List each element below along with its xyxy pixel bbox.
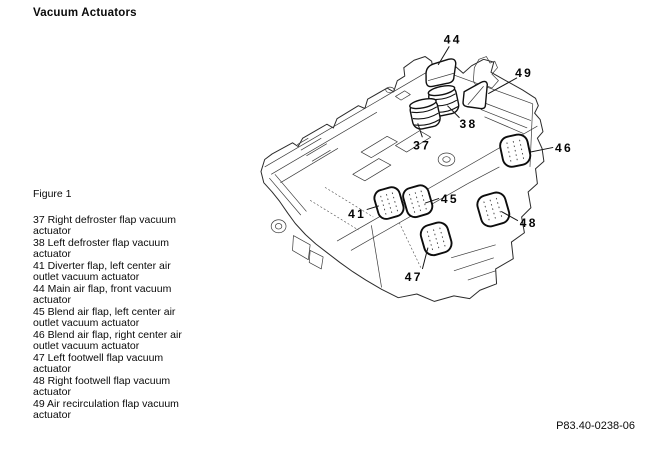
legend-item-37: 37 Right defroster flap vacuum actuator [33, 213, 176, 237]
legend-item-38: 38 Left defroster flap vacuum actuator [33, 236, 169, 260]
housing-outline [261, 57, 544, 302]
actuator-47-part [419, 220, 454, 257]
actuator-44-part [426, 59, 456, 87]
legend-item-45: 45 Blend air flap, left center air outlet vacuum actuator [33, 305, 176, 329]
page-title: Vacuum Actuators [33, 7, 137, 19]
callout-41-label: 41 [348, 206, 367, 221]
actuator-48-part [475, 190, 511, 228]
callout-44-label: 44 [443, 32, 462, 47]
actuator-41-part [372, 185, 405, 221]
figure-legend [33, 189, 193, 422]
legend-item-41: 41 Diverter flap, left center air outlet vacuum actuator [33, 259, 171, 283]
callout-45-label: 45 [440, 192, 459, 207]
legend-item-49: 49 Air recirculation flap vacuum actuator [33, 397, 179, 421]
actuator-49-part [463, 81, 487, 108]
callout-46-label: 46 [555, 141, 574, 156]
document-number: P83.40-0238-06 [556, 420, 635, 432]
hvac-actuator-diagram [228, 25, 650, 345]
figure-label: Figure 1 [33, 188, 72, 200]
actuator-37-part [408, 97, 441, 131]
callout-38-label: 38 [459, 116, 478, 131]
legend-item-46: 46 Blend air flap, right center air outlet vacuum actuator [33, 328, 182, 352]
callout-48-label: 48 [519, 216, 538, 231]
callout-49-label: 49 [515, 65, 534, 80]
actuator-46-part [498, 133, 532, 169]
legend-item-47: 47 Left footwell flap vacuum actuator [33, 351, 164, 375]
legend-item-48: 48 Right footwell flap vacuum actuator [33, 374, 171, 398]
legend-item-44: 44 Main air flap, front vacuum actuator [33, 282, 172, 306]
callout-47-label: 47 [404, 270, 423, 284]
callout-37-label: 37 [413, 138, 432, 153]
